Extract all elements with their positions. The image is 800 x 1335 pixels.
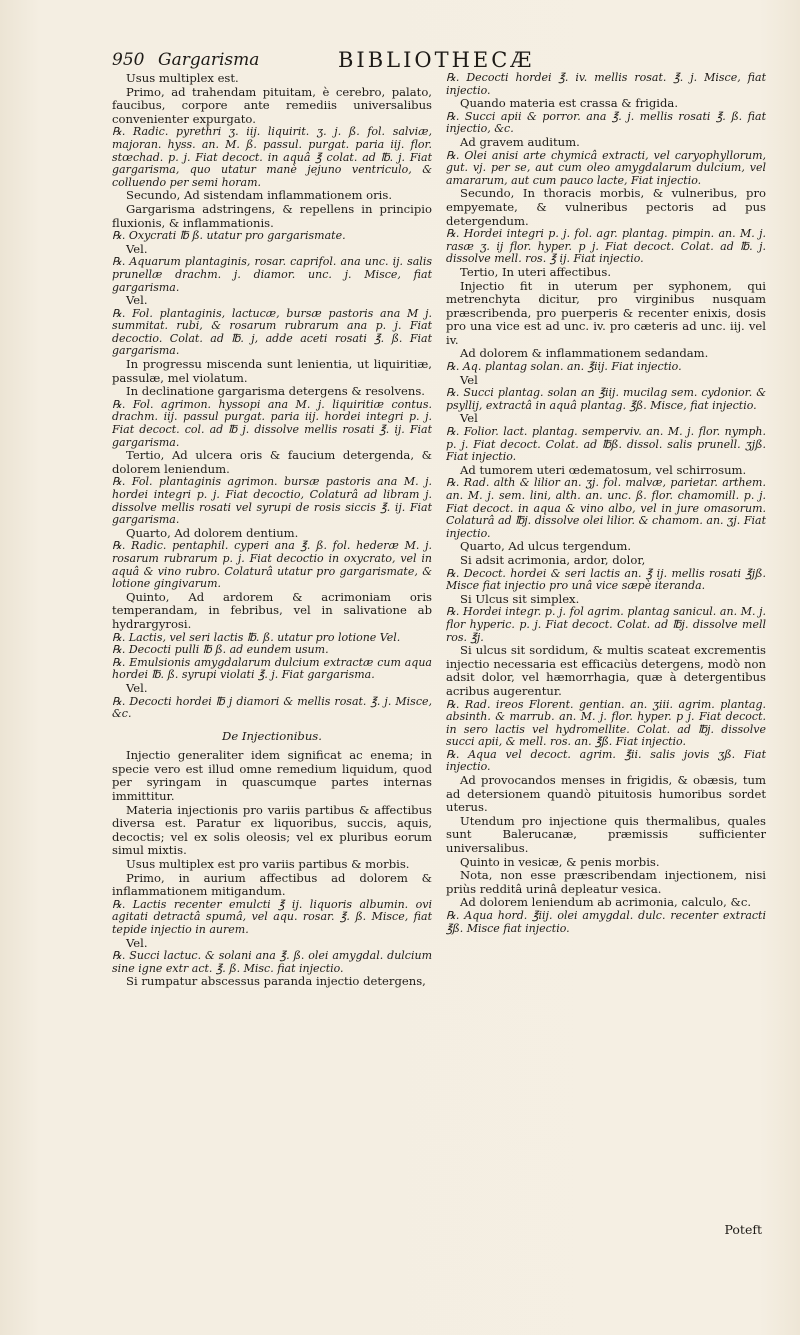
recipe: ℞. Fol. plantaginis, lactucæ, bursæ pastoris ana M j. summitat. rubi, & rosarum rubrarum ana p. j. Fiat decoctio. Colat. ad ℔. j, adde aceti rosati ℥. ß. Fiat gargarisma. [112,306,432,358]
paragraph: Primo, ad trahendam pituitam, è cerebro, palato, faucibus, corpore ante remediis universalibus convenienter expurgato. [112,84,432,126]
paragraph: Gargarisma adstringens, & repellens in principio fluxionis, & inflammationis. [112,201,432,230]
vel-line: Vel. [126,293,148,308]
recipe: ℞. Oxycrati ℔ ß. utatur pro gargarismate. [112,229,346,243]
recipe: ℞. Olei anisi arte chymicâ extracti, vel caryophyllorum, gut. vj. per se, aut cum oleo amygdalarum dulcium, vel amararum, aut cum pauco lacte, Fiat injectio. [446,148,766,187]
recipe: ℞. Decocti hordei ℔ j diamori & mellis rosat. ℥. j. Misce, &c. [112,694,432,721]
recipe: ℞. Folior. lact. plantag. semperviv. an. M. j. flor. nymph. p. j. Fiat decoct. Colat. ad ℔ß. dissol. salis prunell. ʒjß. Fiat injectio. [446,425,766,464]
recipe: ℞. Aqua vel decoct. agrim. ℥ii. salis jovis ʒß. Fiat injectio. [446,747,766,774]
recipe: ℞. Decoct. hordei & seri lactis an. ℥ ij. mellis rosati ℥jß. Misce fiat injectio pro unâ vice sæpè iteranda. [446,566,766,593]
paragraph: Ad tumorem uteri œdematosum, vel schirrosum. [460,462,747,477]
vel-line: Vel. [126,680,148,695]
recipe: ℞. Succi apii & porror. ana ℥. j. mellis rosati ℥. ß. fiat injectio, &c. [446,109,766,136]
paragraph: Ad gravem auditum. [460,134,580,149]
paragraph: In progressu miscenda sunt lenientia, ut liquiritiæ, passulæ, mel violatum. [112,357,432,385]
vel-line: Vel. [126,241,148,256]
recipe: ℞. Aquarum plantaginis, rosar. caprifol. ana unc. ij. salis prunellæ drachm. j. diamor. unc. j. Misce, fiat gargarisma. [112,255,432,294]
recipe: ℞. Rad. alth & lilior an. ʒj. fol. malvæ, parietar. arthem. an. M. j. sem. lini, alth. an. unc. ß. flor. chamomill. p. j. Fiat decoct. in aqua & vino albo, vel in jure omasorum. Colaturâ ad ℔j. dissolve olei lilior. & chamom. an. ʒj. Fiat injectio. [446,476,766,540]
paragraph: Materia injectionis pro variis partibus & affectibus diversa est. Paratur ex liquoribus, succis, aquis, decoctis; vel ex solis oleosis; vel ex pluribus eorum simul mixtis. [112,802,432,858]
paragraph: Quarto, Ad ulcus tergendum. [460,539,632,554]
running-word: Gargarisma [158,50,260,70]
paragraph: Secundo, In thoracis morbis, & vulneribus, pro empyemate, & vulneribus pectoris ad pus detergendum. [446,186,766,228]
paragraph: Injectio fit in uterum per syphonem, qui metrenchyta dicitur, pro virginibus nusquam præscribenda, pro puerperis & recenter enixis, dosis pro una vice est ad unc. iv. pro cæteris ad unc. iij. vel iv. [446,278,766,347]
recipe: ℞. Decocti hordei ℥. iv. mellis rosat. ℥. j. Misce, fiat injectio. [446,72,766,97]
section-heading: De Injectionibus. [222,728,322,743]
left-column [112,72,432,1305]
paragraph: Tertio, Ad ulcera oris & faucium detergenda, & dolorem leniendum. [112,448,432,476]
recipe: ℞. Radic. pyrethri ʒ. iij. liquirit. ʒ. j. ß. fol. salviæ, majoran. hyss. an. M. ß. passul. purgat. paria iij. flor. stœchad. p. j. Fiat decoct. in aquâ ℥ colat. ad ℔. j. Fiat gargarisma, quo utatur manè jejuno ventriculo, & colluendo per semi horam. [112,125,432,189]
paragraph: Quinto in vesicæ, & penis morbis. [460,854,660,869]
paragraph: Si ulcus sit sordidum, & multis scateat excrementis injectio necessaria est efficaciùs detergens, modò non adsit dolor, vel hæmorrhagia, quæ à detergentibus acribus augerentur. [446,643,766,698]
recipe: ℞. Radic. pentaphil. cyperi ana ℥. ß. fol. hederæ M. j. rosarum rubrarum p. j. Fiat decoctio in oxycrato, vel in aquâ & vino rubro. Colaturâ utatur pro gargarismate, & lotione gingivarum. [112,539,432,591]
paragraph: Ad provocandos menses in frigidis, & obæsis, tum ad detersionem quandò pituitosis humoribus sordet uterus. [446,773,766,815]
vel-line: Vel [460,372,478,387]
catchword: Poteft [724,1222,762,1237]
paragraph: Quando materia est crassa & frigida. [460,96,679,111]
running-title: BIBLIOTHECÆ [338,48,535,72]
paragraph: Si Ulcus sit simplex. [460,591,580,606]
recipe: ℞. Succi lactuc. & solani ana ℥. ß. olei amygdal. dulcium sine igne extr act. ℥. ß. Misc. fiat injectio. [112,949,432,975]
paragraph: Secundo, Ad sistendam inflammationem oris. [126,188,393,203]
recipe: ℞. Aq. plantag solan. an. ℥iij. Fiat injectio. [446,360,682,374]
paragraph: Quinto, Ad ardorem & acrimoniam oris temperandam, in febribus, vel in salivatione ab hydrargyrosi. [112,589,432,631]
paragraph: Utendum pro injectione quis thermalibus, quales sunt Balerucanæ, præmissis sufficienter universalibus. [446,813,766,856]
paragraph: Injectio generaliter idem significat ac enema; in specie vero est illud omne remedium liquidum, quod per syringam in quascumque partes internas immittitur. [112,748,432,804]
recipe: ℞. Lactis recenter emulcti ℥ ij. liquoris albumin. ovi agitati detractâ spumâ, vel aqu. rosar. ℥. ß. Misce, fiat tepide injectio in aurem. [112,897,432,936]
paragraph: Ad dolorem leniendum ab acrimonia, calculo, &c. [460,895,752,910]
vel-line: Vel [460,411,478,426]
recipe: ℞. Fol. agrimon. hyssopi ana M. j. liquiritiæ contus. drachm. iij. passul purgat. paria iij. hordei integri p. j. Fiat decoct. col. ad ℔ j. dissolve mellis rosati ℥. ij. Fiat gargarisma. [112,397,432,449]
recipe: ℞. Hordei integr. p. j. fol agrim. plantag sanicul. an. M. j. flor hyperic. p. j. Fiat decoct. Colat. ad ℔j. dissolve mell ros. ℥j. [446,605,766,644]
right-column [446,72,766,1305]
paragraph: In declinatione gargarisma detergens & resolvens. [126,384,425,399]
recipe: ℞. Succi plantag. solan an ℥iij. mucilag sem. cydonior. & psyllij, extractâ in aquâ plantag. ℥ß. Misce, fiat injectio. [446,386,766,412]
paragraph: Quarto, Ad dolorem dentium. [126,525,299,540]
vel-line: Vel. [126,935,148,950]
paragraph: Si adsit acrimonia, ardor, dolor, [460,552,646,567]
paragraph: Usus multiplex est. [126,72,239,85]
recipe: ℞. Rad. ireos Florent. gentian. an. ʒiii. agrim. plantag. absinth. & marrub. an. M. j. flor. hyper. p j. Fiat decoct. in sero lactis vel hydromellite. Colat. ad ℔j. dissolve succi apii, & mell. ros. an. ℥ß. Fiat injectio. [446,697,766,749]
paragraph: Usus multiplex est pro variis partibus & morbis. [126,857,410,872]
paragraph: Tertio, In uteri affectibus. [460,264,612,279]
recipe: ℞. Aqua hord. ℥iij. olei amygdal. dulc. recenter extracti ℥ß. Misce fiat injectio. [446,909,766,935]
paragraph: Ad dolorem & inflammationem sedandam. [460,346,709,361]
paragraph: Nota, non esse præscribendam injectionem, nisi priùs redditâ urinâ depleatur vesica. [446,868,766,896]
recipe: ℞. Decocti pulli ℔ ß. ad eundem usum. [112,643,329,657]
paragraph: Primo, in aurium affectibus ad dolorem & inflammationem mitigandum. [112,870,432,899]
recipe: ℞. Emulsionis amygdalarum dulcium extractæ cum aqua hordei ℔. ß. syrupi violati ℥. j. Fiat gargarisma. [112,655,432,682]
recipe: ℞. Lactis, vel seri lactis ℔. ß. utatur pro lotione Vel. [112,630,401,644]
recipe: ℞. Hordei integri p. j. fol. agr. plantag. pimpin. an. M. j. rasæ ʒ. ij flor. hyper. p j. Fiat decoct. Colat. ad ℔. j. dissolve mell. ros. ℥ ij. Fiat injectio. [446,227,766,266]
paragraph: Si rumpatur abscessus paranda injectio detergens, [126,974,426,989]
text-columns [112,72,766,1305]
recipe: ℞. Fol. plantaginis agrimon. bursæ pastoris ana M. j. hordei integri p. j. Fiat decoctio, Colaturâ ad libram j. dissolve mellis rosati vel syrupi de rosis siccis ℥. ij. Fiat gargarisma. [112,475,432,527]
page-number: 950 [112,50,145,70]
